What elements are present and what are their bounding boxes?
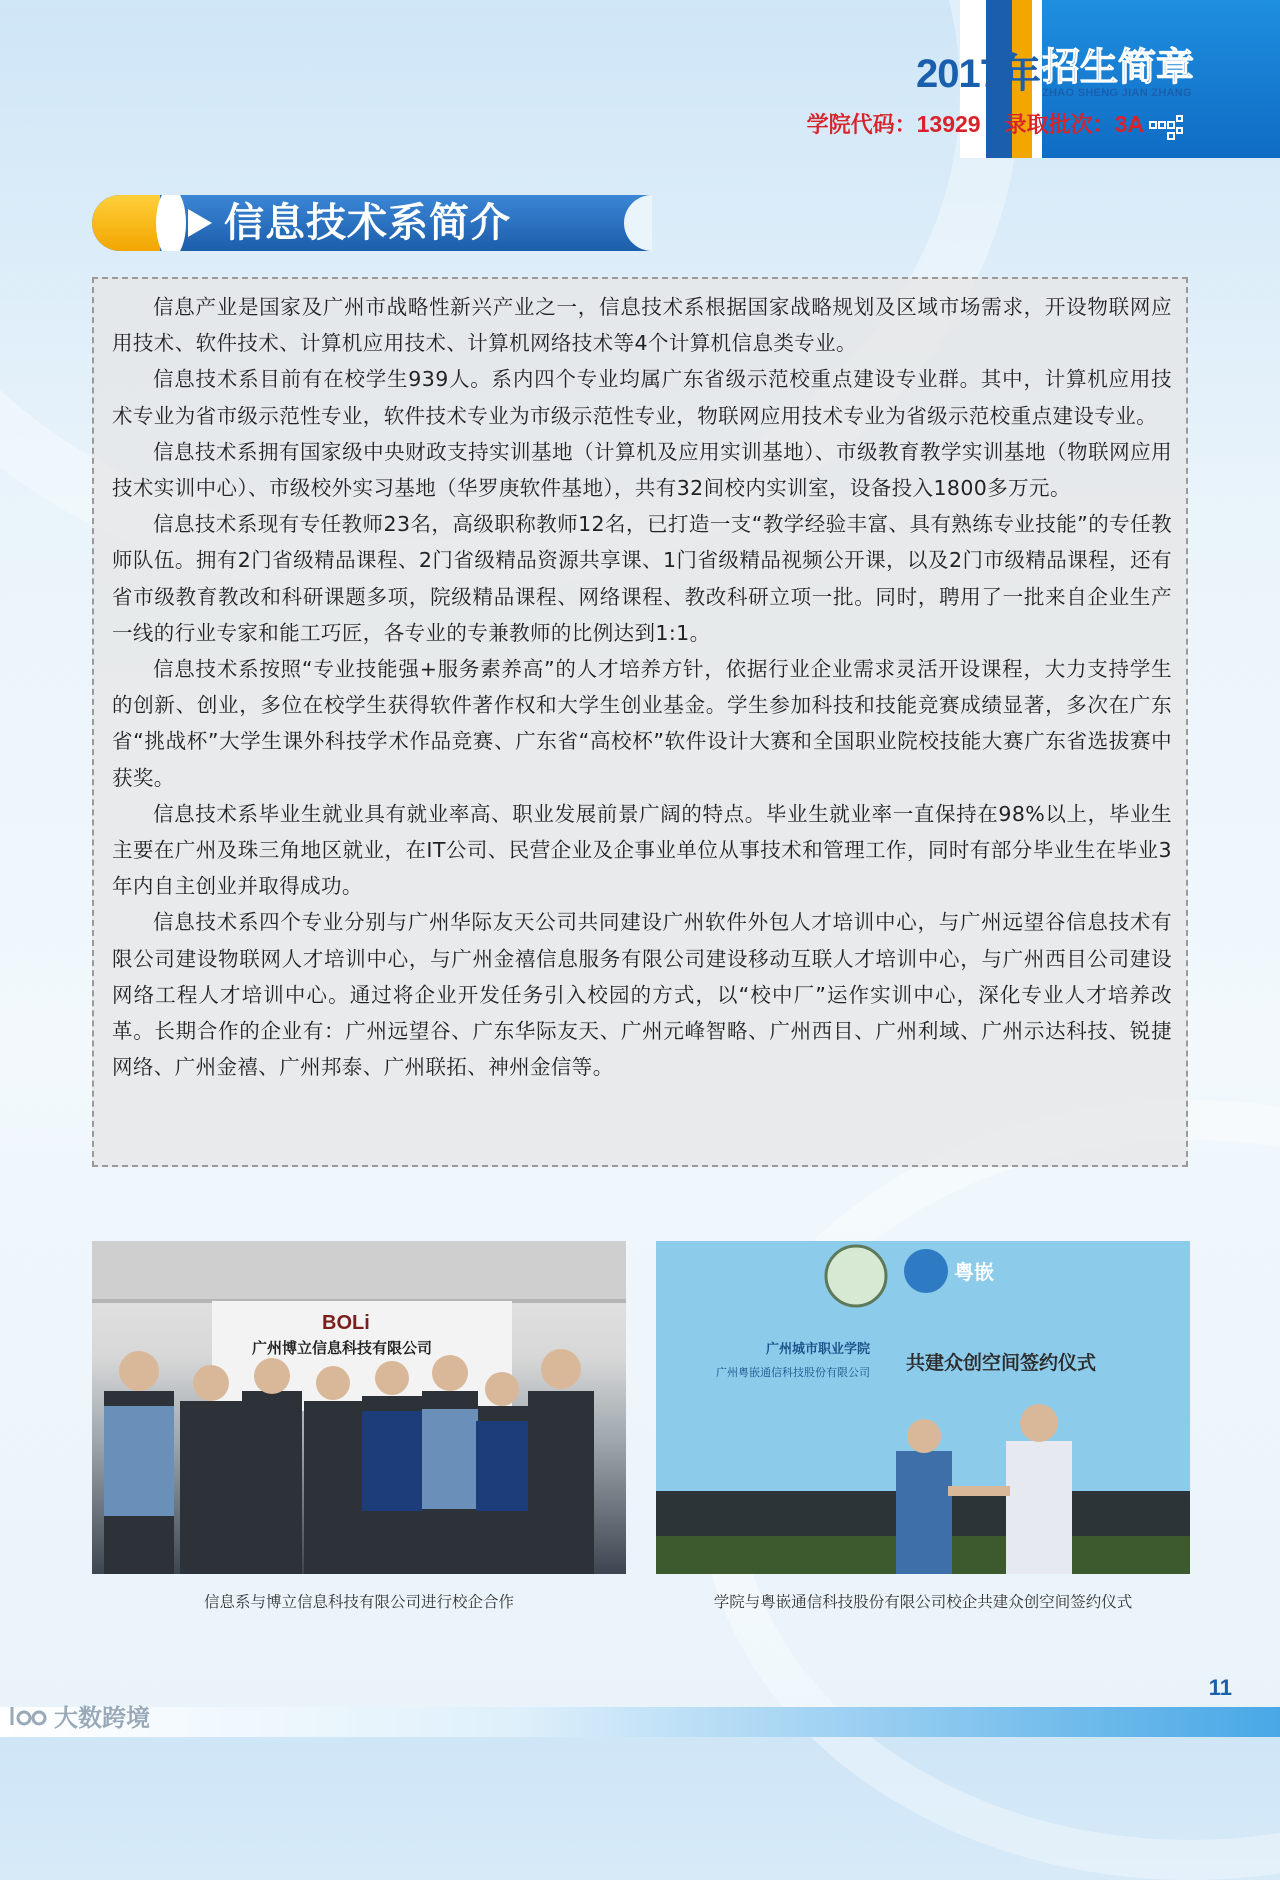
banner-yellow-tab: [92, 195, 160, 251]
sign-company: 广州博立信息科技有限公司: [252, 1339, 433, 1357]
year-label: 2017年: [916, 52, 1040, 96]
college-code-value: 13929: [916, 111, 981, 137]
page-number: 11: [1208, 1675, 1232, 1700]
watermark-logo-icon: [8, 1703, 48, 1729]
photo-caption-left: 信息系与博立信息科技有限公司进行校企合作: [203, 1593, 514, 1611]
photo-boli-cooperation: [92, 1241, 626, 1574]
college-code-label: 学院代码：: [806, 113, 917, 138]
dots-decoration-icon: [1148, 114, 1184, 142]
intro-paragraph: 信息技术系拥有国家级中央财政支持实训基地（计算机及应用实训基地）、市级教育教学实训基地（物联网应用技术实训中心）、市级校外实习基地（华罗庚软件基地），共有32间校内实训室，设备投入1800多万元。: [112, 439, 1172, 501]
sign-brand: BOLi: [322, 1312, 370, 1334]
brochure-pinyin: ZHAO SHENG JIAN ZHANG: [1041, 87, 1192, 99]
intro-paragraph: 信息技术系按照“专业技能强+服务素养高”的人才培养方针，依据行业企业需求灵活开设课程，大力支持学生的创新、创业，多位在校学生获得软件著作权和大学生创业基金。学生参加科技和技能竞赛成绩显著，多次在广东省“挑战杯”大学生课外科技学术作品竞赛、广东省“高校杯”软件设计大赛和全国职业院校技能大赛广东省选拔赛中获奖。: [112, 657, 1172, 790]
intro-paragraph: 信息技术系四个专业分别与广州华际友天公司共同建设广州软件外包人才培训中心，与广州远望谷信息技术有限公司建设物联网人才培训中心，与广州金禧信息服务有限公司建设移动互联人才培训中心，与广州西目公司建设网络工程人才培训中心。通过将企业开发任务引入校园的方式，以“校中厂”运作实训中心，深化专业人才培养改革。长期合作的企业有：广州远望谷、广东华际友天、广州元峰智略、广州西目、广州利域、广州示达科技、锐捷网络、广州金禧、广州邦泰、广州联拓、神州金信等。: [112, 910, 1172, 1080]
department-intro-box: [92, 277, 1188, 1167]
play-arrow-icon: [188, 209, 212, 237]
intro-paragraph: 信息技术系毕业生就业具有就业率高、职业发展前景广阔的特点。毕业生就业率一直保持在98%以上，毕业生主要在广州及珠三角地区就业，在IT公司、民营企业及企事业单位从事技术和管理工作，同时有部分毕业生在毕业3年内自主创业并取得成功。: [112, 801, 1172, 899]
college-code: [807, 108, 981, 139]
screen-line-1: 广州城市职业学院: [766, 1342, 871, 1357]
ceremony-logo-text: 粤嵌: [954, 1260, 994, 1284]
section-title-banner: [92, 195, 652, 251]
screen-line-2: 广州粤嵌通信科技股份有限公司: [716, 1366, 870, 1379]
group-photo-illustration: [92, 1241, 626, 1574]
admission-batch-value: 3A: [1114, 111, 1144, 137]
ceremony-photo-illustration: [656, 1241, 1190, 1574]
photo-caption-right: 学院与粤嵌通信科技股份有限公司校企共建众创空间签约仪式: [713, 1593, 1133, 1611]
intro-paragraph: 信息产业是国家及广州市战略性新兴产业之一，信息技术系根据国家战略规划及区域市场需求，开设物联网应用技术、软件技术、计算机应用技术、计算机网络技术等4个计算机信息类专业。: [112, 295, 1172, 356]
watermark-text: 大数跨境: [54, 1704, 150, 1732]
section-title: 信息技术系简介: [224, 200, 511, 246]
intro-paragraph: 信息技术系目前有在校学生939人。系内四个专业均属广东省级示范校重点建设专业群。其中，计算机应用技术专业为省市级示范性专业，软件技术专业为市级示范性专业，物联网应用技术专业为省级示范校重点建设专业。: [112, 367, 1172, 428]
brochure-title: 招生简章: [1041, 45, 1194, 89]
screen-title: 共建众创空间签约仪式: [906, 1352, 1097, 1374]
brochure-header: [916, 42, 1194, 99]
admission-info: [807, 108, 1144, 139]
footer-bar: [0, 1707, 1280, 1737]
intro-paragraph: 信息技术系现有专任教师23名，高级职称教师12名，已打造一支“教学经验丰富、具有熟练专业技能”的专任教师队伍。拥有2门省级精品课程、2门省级精品资源共享课、1门省级精品视频公开课，以及2门市级精品课程，还有省市级教育教改和科研课题多项，院级精品课程、网络课程、教改科研立项一批。同时，聘用了一批来自企业生产一线的行业专家和能工巧匠，各专业的专兼教师的比例达到1:1。: [112, 512, 1172, 645]
watermark: [8, 1698, 150, 1733]
admission-batch: [1005, 108, 1144, 139]
banner-divider: [156, 195, 186, 251]
admission-batch-label: 录取批次：: [1004, 113, 1115, 138]
photo-signing-ceremony: [656, 1241, 1190, 1574]
